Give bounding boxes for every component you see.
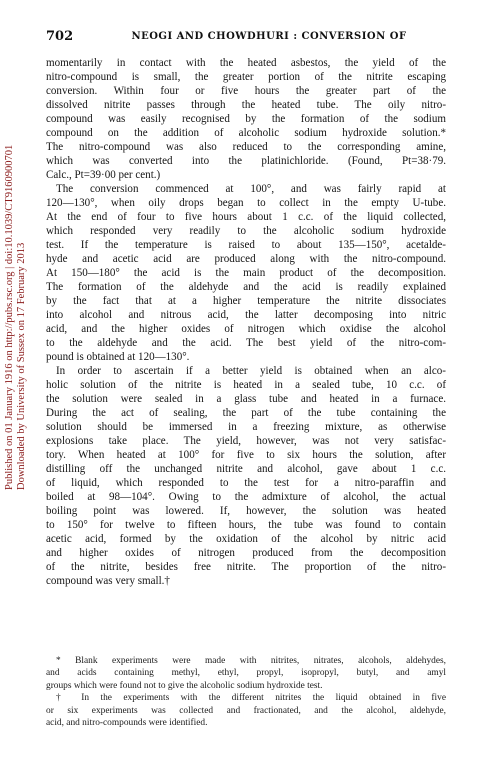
text-line: At the end of four to five hours about 1 c.c. of the liquid collected, <box>46 211 446 223</box>
text-line: acetic acid, formed by the oxidation of the alcohol by nitric acid <box>46 533 446 545</box>
text-line: 120—130°, when oily drops began to collect in the empty U-tube. <box>46 197 446 209</box>
text-line: acid, and the higher oxides of nitrogen which oxidise the alcohol <box>46 323 446 335</box>
footnote-line: acid, and nitro-compounds were identified. <box>46 717 208 728</box>
text-line: boiled at 98—104°. Owing to the admixture of alcohol, the actual <box>46 491 446 503</box>
text-line: distilling off the unchanged nitrite and alcohol, gave about 1 c.c. <box>46 463 446 475</box>
text-line: which was converted into the platinichloride. (Found, Pt=38·79. <box>46 155 446 167</box>
text-line: explosions take place. The yield, however, was not very satisfac- <box>46 435 446 447</box>
text-line: conversion. Within four or five hours the greater part of the <box>46 85 446 97</box>
text-line: to the aldehyde and the acid. The best yield of the nitro-com- <box>46 337 446 349</box>
footnote-line: groups which were found not to give the alcoholic sodium hydroxide test. <box>46 680 323 691</box>
text-line: Calc., Pt=39·00 per cent.) <box>46 169 161 181</box>
footnote-line: † In the experiments with the different nitrites the liquid obtained in five <box>56 693 446 704</box>
text-line: and higher oxides of nitrogen produced from the decomposition <box>46 547 446 559</box>
text-line: of liquid, which responded to the test for a nitro-paraffin and <box>46 477 446 489</box>
text-line: nitro-compound is small, the greater portion of the nitrite escaping <box>46 71 446 83</box>
text-line: by the fact that at a higher temperature the nitrite dissociates <box>46 295 446 307</box>
text-line: pound is obtained at 120—130°. <box>46 351 190 363</box>
text-line: which responded very readily to the alcoholic sodium hydroxide <box>46 225 446 237</box>
text-line: During the act of sealing, the part of the tube containing the <box>46 407 446 419</box>
text-line: test. If the temperature is raised to about 135—150°, acetalde- <box>46 239 446 251</box>
text-line: hyde and acetic acid are produced along with the nitro-compound. <box>46 253 446 265</box>
text-line: compound on the addition of alcoholic sodium hydroxide solution.* <box>46 127 446 139</box>
text-line: compound was very small.† <box>46 575 170 587</box>
page-number: 702 <box>46 29 74 44</box>
text-line: tory. When heated at 100° for five to six hours the solution, after <box>46 449 446 461</box>
footnote-line: and acids containing methyl, ethyl, propyl, isopropyl, butyl, and amyl <box>46 668 446 679</box>
text-line: the solution were sealed in a glass tube and heated in a furnace. <box>46 393 446 405</box>
footnote-line: * Blank experiments were made with nitrites, nitrates, alcohols, aldehydes, <box>56 656 446 666</box>
download-watermark <box>2 92 32 492</box>
text-line: dissolved nitrite passes through the heated tube. The oily nitro- <box>46 99 446 111</box>
footnote-line: or six experiments was collected and fractionated, and the alcohol, aldehyde, <box>46 705 446 716</box>
running-head: NEOGI AND CHOWDHURI : CONVERSION OF <box>131 31 407 42</box>
page-header <box>46 29 446 47</box>
text-line: solution should be immersed in a freezing mixture, as otherwise <box>46 421 446 433</box>
text-line: of the nitrite, besides free nitrite. The proportion of the nitro- <box>46 561 446 573</box>
text-line: At 150—180° the acid is the main product of the decomposition. <box>46 267 446 279</box>
text-line: to 150° for twelve to fifteen hours, the tube was found to contain <box>46 519 446 531</box>
paragraph-start: The conversion commenced at 100°, and was fairly rapid at <box>56 183 446 195</box>
text-line: holic solution of the nitrite is heated in a sealed tube, 10 c.c. of <box>46 379 446 391</box>
paragraph-start: In order to ascertain if a better yield is obtained when an alco- <box>56 365 446 377</box>
text-line: The nitro-compound was also reduced to the corresponding amine, <box>46 141 446 153</box>
footnotes <box>46 655 446 729</box>
text-line: into alcohol and nitrous acid, the latter decomposing into nitric <box>46 309 446 321</box>
text-line: boiling point was lowered. If, however, the solution was heated <box>46 505 446 517</box>
text-line: momentarily in contact with the heated asbestos, the yield of the <box>46 57 446 69</box>
download-notice: Downloaded by University of Sussex on 17 February 2013 <box>16 242 27 490</box>
text-line: compound was easily recognised by the formation of the sodium <box>46 113 446 125</box>
text-line: The formation of the aldehyde and the acid is readily explained <box>46 281 446 293</box>
published-notice: Published on 01 January 1916 on http://pubs.rsc.org | doi:10.1039/CT9160900701 <box>4 144 15 490</box>
main-text <box>46 56 446 588</box>
